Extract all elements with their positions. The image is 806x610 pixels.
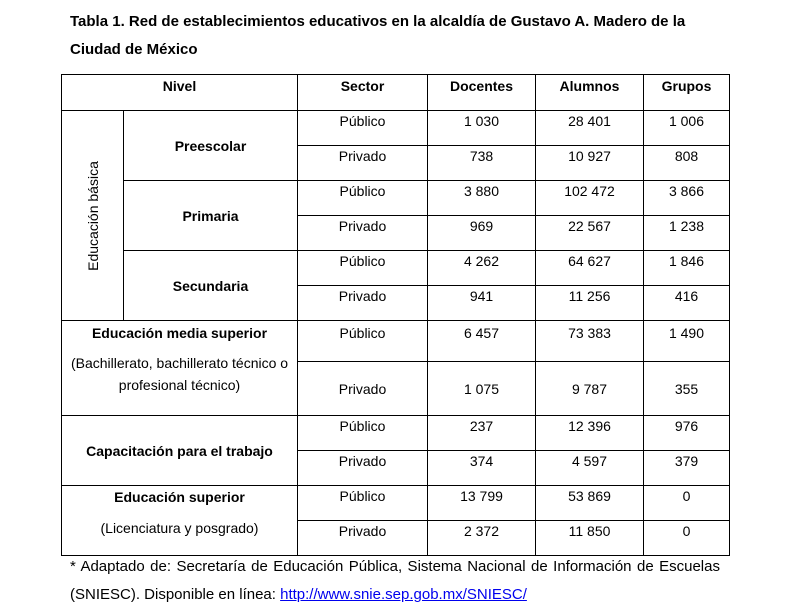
grupos-cell: 1 006 (644, 111, 730, 146)
sector-cell: Privado (298, 451, 428, 486)
docentes-cell: 969 (428, 216, 536, 251)
alumnos-cell: 9 787 (536, 362, 644, 416)
table-title: Tabla 1. Red de establecimientos educativos en la alcaldía de Gustavo A. Madero de la Ciudad de México (70, 13, 686, 58)
docentes-cell: 1 075 (428, 362, 536, 416)
alumnos-cell: 12 396 (536, 416, 644, 451)
superior-sublabel: (Licenciatura y posgrado) (100, 520, 259, 536)
alumnos-cell: 102 472 (536, 181, 644, 216)
alumnos-cell: 53 869 (536, 486, 644, 521)
source-link[interactable]: http://www.snie.sep.gob.mx/SNIESC/ (280, 586, 527, 603)
grupos-cell: 355 (644, 362, 730, 416)
sector-cell: Privado (298, 216, 428, 251)
alumnos-cell: 28 401 (536, 111, 644, 146)
basic-education-label: Educación básica (84, 160, 101, 271)
grupos-cell: 379 (644, 451, 730, 486)
level-preescolar: Preescolar (124, 111, 298, 181)
level-media-superior (62, 321, 298, 416)
grupos-cell: 976 (644, 416, 730, 451)
header-grupos: Grupos (644, 75, 730, 111)
docentes-cell: 13 799 (428, 486, 536, 521)
superior-label: Educación superior (114, 489, 245, 505)
grupos-cell: 0 (644, 486, 730, 521)
docentes-cell: 237 (428, 416, 536, 451)
header-docentes: Docentes (428, 75, 536, 111)
sector-cell: Privado (298, 362, 428, 416)
education-table (61, 74, 730, 556)
basic-education-group (62, 111, 124, 321)
sector-cell: Público (298, 486, 428, 521)
docentes-cell: 2 372 (428, 521, 536, 556)
grupos-cell: 1 490 (644, 321, 730, 362)
sector-cell: Público (298, 111, 428, 146)
alumnos-cell: 10 927 (536, 146, 644, 181)
header-sector: Sector (298, 75, 428, 111)
level-superior (62, 486, 298, 556)
alumnos-cell: 22 567 (536, 216, 644, 251)
level-capacitacion: Capacitación para el trabajo (62, 416, 298, 486)
docentes-cell: 941 (428, 286, 536, 321)
table-row (62, 321, 730, 362)
grupos-cell: 3 866 (644, 181, 730, 216)
table-row (62, 251, 730, 286)
sector-cell: Público (298, 251, 428, 286)
docentes-cell: 3 880 (428, 181, 536, 216)
grupos-cell: 808 (644, 146, 730, 181)
sector-cell: Público (298, 181, 428, 216)
table-row (62, 486, 730, 521)
sector-cell: Público (298, 321, 428, 362)
docentes-cell: 374 (428, 451, 536, 486)
table-row (62, 181, 730, 216)
header-row (62, 75, 730, 111)
source-note-text: * Adaptado de: Secretaría de Educación Pública, Sistema Nacional de Información de Escuelas (SNIESC). Disponible en línea: (70, 558, 720, 603)
docentes-cell: 6 457 (428, 321, 536, 362)
grupos-cell: 0 (644, 521, 730, 556)
header-nivel: Nivel (62, 75, 298, 111)
docentes-cell: 738 (428, 146, 536, 181)
source-note (70, 553, 720, 609)
media-superior-label: Educación media superior (91, 325, 268, 341)
grupos-cell: 1 238 (644, 216, 730, 251)
alumnos-cell: 11 850 (536, 521, 644, 556)
alumnos-cell: 64 627 (536, 251, 644, 286)
level-primaria: Primaria (124, 181, 298, 251)
media-superior-sublabel: (Bachillerato, bachillerato técnico o profesional técnico) (70, 355, 289, 393)
sector-cell: Privado (298, 286, 428, 321)
table-row (62, 111, 730, 146)
sector-cell: Privado (298, 146, 428, 181)
header-alumnos: Alumnos (536, 75, 644, 111)
level-secundaria: Secundaria (124, 251, 298, 321)
grupos-cell: 416 (644, 286, 730, 321)
alumnos-cell: 4 597 (536, 451, 644, 486)
alumnos-cell: 11 256 (536, 286, 644, 321)
alumnos-cell: 73 383 (536, 321, 644, 362)
docentes-cell: 4 262 (428, 251, 536, 286)
grupos-cell: 1 846 (644, 251, 730, 286)
sector-cell: Público (298, 416, 428, 451)
table-row (62, 416, 730, 451)
sector-cell: Privado (298, 521, 428, 556)
docentes-cell: 1 030 (428, 111, 536, 146)
